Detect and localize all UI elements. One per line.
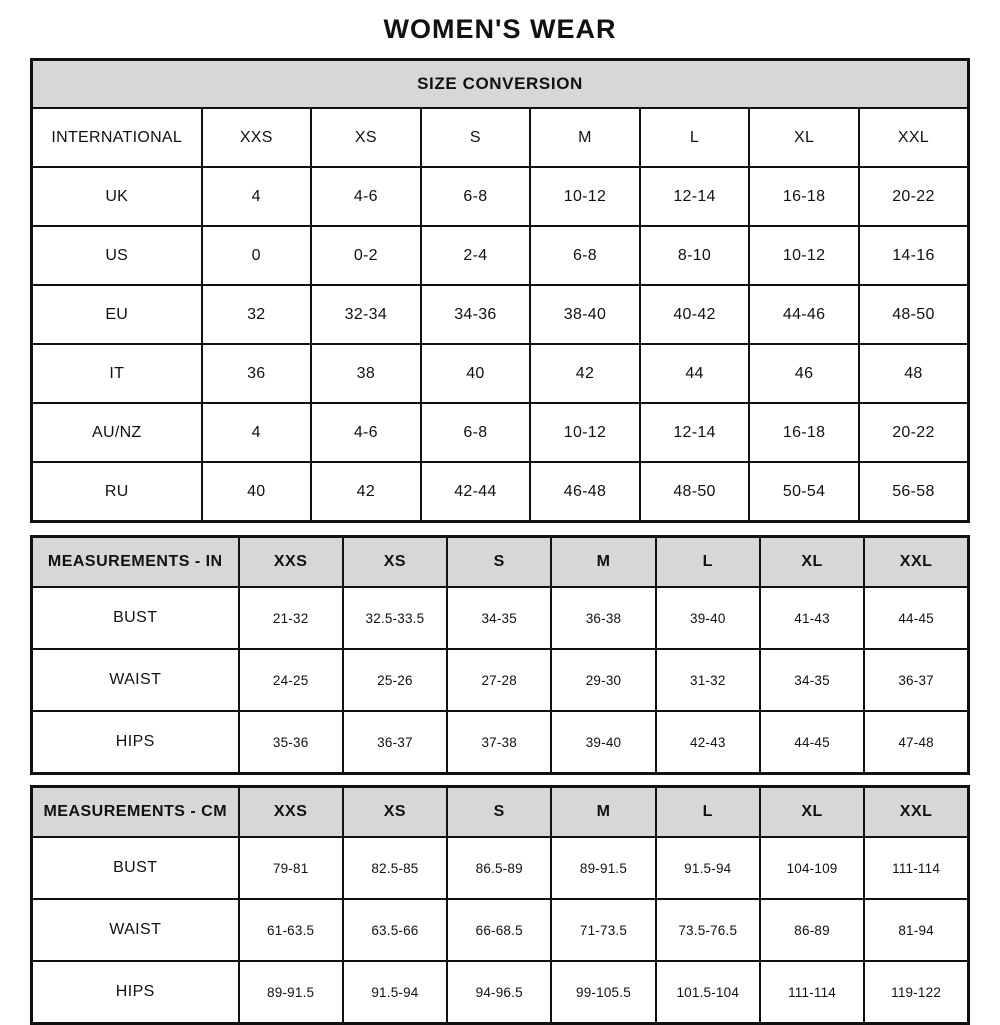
measure-cell: 89-91.5: [239, 961, 343, 1024]
size-cell: 10-12: [749, 226, 859, 285]
measure-cell: 36-37: [343, 711, 447, 774]
size-cell: 6-8: [530, 226, 640, 285]
measure-cell: 82.5-85: [343, 837, 447, 899]
size-cell: 16-18: [749, 403, 859, 462]
column-header-xs: XS: [343, 787, 447, 838]
row-label: WAIST: [32, 899, 239, 961]
size-cell: 12-14: [640, 403, 750, 462]
measure-cell: 66-68.5: [447, 899, 551, 961]
size-cell: 6-8: [421, 403, 531, 462]
row-label: WAIST: [32, 649, 239, 711]
measure-cell: 21-32: [239, 587, 343, 649]
column-header-xxl: XXL: [864, 787, 968, 838]
column-header-xs: XS: [311, 108, 421, 167]
column-header-xxs: XXS: [239, 537, 343, 588]
size-cell: 32-34: [311, 285, 421, 344]
measure-cell: 119-122: [864, 961, 968, 1024]
row-label: UK: [32, 167, 202, 226]
measure-cell: 36-38: [551, 587, 655, 649]
column-header-l: L: [656, 787, 760, 838]
measure-cell: 32.5-33.5: [343, 587, 447, 649]
measure-cell: 27-28: [447, 649, 551, 711]
column-header-xxl: XXL: [859, 108, 969, 167]
size-cell: 40: [202, 462, 312, 522]
size-cell: 4-6: [311, 167, 421, 226]
row-label: BUST: [32, 587, 239, 649]
measure-cell: 111-114: [864, 837, 968, 899]
measure-cell: 91.5-94: [343, 961, 447, 1024]
size-cell: 48-50: [859, 285, 969, 344]
size-conversion-header-row: [32, 60, 969, 109]
measure-cell: 42-43: [656, 711, 760, 774]
column-header-m: M: [530, 108, 640, 167]
measure-cell: 34-35: [760, 649, 864, 711]
measure-cell: 94-96.5: [447, 961, 551, 1024]
row-label: RU: [32, 462, 202, 522]
size-cell: 38: [311, 344, 421, 403]
measure-cell: 39-40: [656, 587, 760, 649]
measure-cell: 63.5-66: [343, 899, 447, 961]
measure-cell: 24-25: [239, 649, 343, 711]
column-header-m: M: [551, 537, 655, 588]
measure-cell: 44-45: [864, 587, 968, 649]
size-cell: 36: [202, 344, 312, 403]
measure-cell: 104-109: [760, 837, 864, 899]
measure-cell: 91.5-94: [656, 837, 760, 899]
measurements-in-table: [30, 535, 970, 775]
measure-cell: 81-94: [864, 899, 968, 961]
measure-cell: 61-63.5: [239, 899, 343, 961]
size-cell: 34-36: [421, 285, 531, 344]
measure-cell: 86-89: [760, 899, 864, 961]
size-cell: 48: [859, 344, 969, 403]
size-cell: 48-50: [640, 462, 750, 522]
row-bust-cm: [32, 837, 969, 899]
row-bust-in: [32, 587, 969, 649]
measure-cell: 29-30: [551, 649, 655, 711]
measure-cell: 101.5-104: [656, 961, 760, 1024]
measure-cell: 71-73.5: [551, 899, 655, 961]
size-conversion-table: [30, 58, 970, 523]
size-cell: 44: [640, 344, 750, 403]
measurements-in-header-row: [32, 537, 969, 588]
measure-cell: 89-91.5: [551, 837, 655, 899]
column-header-xl: XL: [760, 537, 864, 588]
measurements-cm-header-row: [32, 787, 969, 838]
measure-cell: 73.5-76.5: [656, 899, 760, 961]
size-cell: 12-14: [640, 167, 750, 226]
size-cell: 20-22: [859, 167, 969, 226]
column-header-s: S: [447, 787, 551, 838]
measure-cell: 47-48: [864, 711, 968, 774]
measure-cell: 25-26: [343, 649, 447, 711]
size-cell: 14-16: [859, 226, 969, 285]
size-cell: 8-10: [640, 226, 750, 285]
measure-cell: 35-36: [239, 711, 343, 774]
size-cell: 38-40: [530, 285, 640, 344]
column-header-s: S: [447, 537, 551, 588]
row-uk: [32, 167, 969, 226]
measure-cell: 31-32: [656, 649, 760, 711]
measure-cell: 39-40: [551, 711, 655, 774]
size-cell: 10-12: [530, 403, 640, 462]
size-cell: 4: [202, 403, 312, 462]
measure-cell: 36-37: [864, 649, 968, 711]
size-cell: 10-12: [530, 167, 640, 226]
size-cell: 42: [530, 344, 640, 403]
size-conversion-header: SIZE CONVERSION: [32, 60, 969, 109]
size-cell: 44-46: [749, 285, 859, 344]
size-cell: 20-22: [859, 403, 969, 462]
column-header-l: L: [640, 108, 750, 167]
column-header-m: M: [551, 787, 655, 838]
row-label-international: INTERNATIONAL: [32, 108, 202, 167]
row-label: BUST: [32, 837, 239, 899]
column-header-xxl: XXL: [864, 537, 968, 588]
measure-cell: 37-38: [447, 711, 551, 774]
size-cell: 16-18: [749, 167, 859, 226]
size-cell: 40: [421, 344, 531, 403]
size-cell: 4: [202, 167, 312, 226]
measure-cell: 41-43: [760, 587, 864, 649]
row-label: AU/NZ: [32, 403, 202, 462]
measure-cell: 99-105.5: [551, 961, 655, 1024]
measure-cell: 111-114: [760, 961, 864, 1024]
row-label: US: [32, 226, 202, 285]
measurements-in-header: MEASUREMENTS - IN: [32, 537, 239, 588]
column-header-l: L: [656, 537, 760, 588]
row-eu: [32, 285, 969, 344]
size-cell: 0: [202, 226, 312, 285]
row-label: IT: [32, 344, 202, 403]
size-cell: 32: [202, 285, 312, 344]
column-header-xs: XS: [343, 537, 447, 588]
measure-cell: 79-81: [239, 837, 343, 899]
row-hips-cm: [32, 961, 969, 1024]
column-header-xxs: XXS: [239, 787, 343, 838]
measurements-cm-table: [30, 785, 970, 1025]
measure-cell: 34-35: [447, 587, 551, 649]
size-cell: 42-44: [421, 462, 531, 522]
size-cell: 46-48: [530, 462, 640, 522]
page-title: WOMEN'S WEAR: [383, 14, 617, 44]
size-cell: 0-2: [311, 226, 421, 285]
column-header-s: S: [421, 108, 531, 167]
row-waist-in: [32, 649, 969, 711]
column-header-row: [32, 108, 969, 167]
row-label: HIPS: [32, 711, 239, 774]
size-cell: 4-6: [311, 403, 421, 462]
row-hips-in: [32, 711, 969, 774]
row-label: EU: [32, 285, 202, 344]
size-cell: 2-4: [421, 226, 531, 285]
row-us: [32, 226, 969, 285]
size-cell: 50-54: [749, 462, 859, 522]
column-header-xl: XL: [760, 787, 864, 838]
size-cell: 56-58: [859, 462, 969, 522]
size-cell: 46: [749, 344, 859, 403]
measurements-cm-header: MEASUREMENTS - CM: [32, 787, 239, 838]
measure-cell: 86.5-89: [447, 837, 551, 899]
row-ru: [32, 462, 969, 522]
measure-cell: 44-45: [760, 711, 864, 774]
size-cell: 40-42: [640, 285, 750, 344]
column-header-xxs: XXS: [202, 108, 312, 167]
row-waist-cm: [32, 899, 969, 961]
size-cell: 42: [311, 462, 421, 522]
row-aunz: [32, 403, 969, 462]
row-label: HIPS: [32, 961, 239, 1024]
row-it: [32, 344, 969, 403]
size-cell: 6-8: [421, 167, 531, 226]
column-header-xl: XL: [749, 108, 859, 167]
